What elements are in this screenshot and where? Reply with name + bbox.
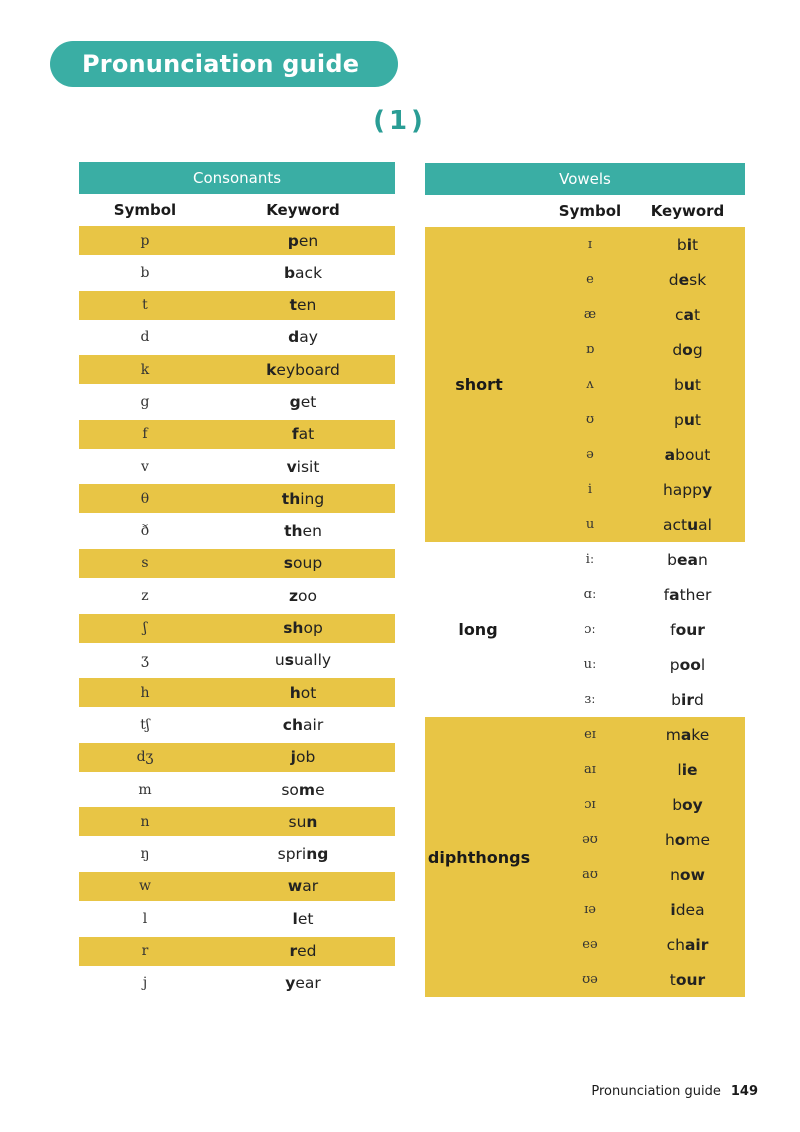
section-number: (1) [373,106,427,136]
symbol: ɜː [584,692,596,707]
keyword-highlight: ch [282,715,304,734]
keyword-post: l [700,655,706,674]
table-row [79,807,395,836]
keyword [211,554,395,572]
symbol: ŋ [140,846,150,863]
vowels-table [425,163,745,997]
keyword-post: bout [675,445,711,464]
keyword [211,458,395,476]
table-row [79,710,395,739]
vowels-column-headers [425,195,745,227]
keyword-post: al [698,515,712,534]
consonants-table [79,162,395,1001]
symbol: aɪ [584,762,596,777]
keyword-post: n [698,550,708,569]
keyword-pre: su [288,812,307,831]
keyword-highlight: th [284,522,303,541]
table-row [79,775,395,804]
footer-label: Pronunciation guide [591,1084,721,1099]
symbol: tʃ [140,716,150,733]
keyword-highlight: n [306,812,318,831]
symbol: w [139,878,151,895]
keyword [211,490,395,508]
keyword-post: ed [297,942,317,961]
symbol: g [140,393,150,410]
keyword-highlight: a [664,445,676,464]
keyword [211,361,395,379]
table-row [79,904,395,933]
table-row [79,452,395,481]
keyword [211,425,395,443]
keyword-post: isit [296,457,320,476]
keyword-highlight: m [298,780,316,799]
table-row [79,969,395,998]
keyword-highlight: r [289,942,298,961]
keyword [630,971,745,989]
keyword [211,748,395,766]
keyword [211,651,395,669]
table-row [79,549,395,578]
keyword [211,232,395,250]
keyword-post: eyboard [276,360,340,379]
symbol: æ [583,307,597,322]
consonants-column-headers [79,194,395,226]
vowel-group-long [425,542,745,717]
symbol: v [141,458,149,475]
symbol: j [142,975,148,992]
keyword-highlight: a [683,305,694,324]
keyword-pre: ch [666,935,685,954]
keyword-highlight: h [289,683,301,702]
keyword-pre: l [677,760,682,779]
keyword-post: me [685,830,711,849]
keyword [630,411,745,429]
table-row [79,291,395,320]
keyword [630,516,745,534]
keyword-post: at [298,425,315,444]
keyword-highlight: f [291,425,299,444]
keyword-pre: b [671,690,682,709]
keyword-highlight: ea [677,550,698,569]
consonants-heading: Consonants [79,162,395,194]
keyword-post: oup [293,554,323,573]
page-footer [591,1084,758,1099]
keyword-post: ually [293,651,332,670]
symbol: f [142,426,148,443]
symbol: l [142,910,148,927]
keyword [630,341,745,359]
keyword-highlight: y [701,480,713,499]
symbol: ɪ [587,237,593,252]
symbol: n [140,813,150,830]
table-row [79,581,395,610]
keyword [630,236,745,254]
keyword-highlight: d [288,328,300,347]
keyword [630,481,745,499]
vowels-groups [425,227,745,997]
keyword-post: ob [296,748,316,767]
keyword-post: ther [679,585,712,604]
symbol: h [140,684,150,701]
keyword-post: et [300,392,317,411]
symbol: iː [585,552,595,567]
keyword-highlight: v [286,457,297,476]
vowels-keyword-header: Keyword [650,202,725,220]
keyword [630,831,745,849]
keyword-highlight: t [289,296,298,315]
keyword [211,781,395,799]
keyword [211,942,395,960]
table-row [79,614,395,643]
keyword [211,522,395,540]
keyword-highlight: sh [283,619,304,638]
keyword [211,619,395,637]
keyword [630,446,745,464]
keyword-highlight: u [687,515,699,534]
keyword [211,974,395,992]
symbol: eɪ [584,727,596,742]
keyword-highlight: y [285,974,296,993]
symbol: aʊ [582,867,598,882]
table-row [79,840,395,869]
keyword-pre: p [674,410,684,429]
keyword-post: ear [295,974,321,993]
keyword-post: d [693,690,704,709]
keyword-pre: b [674,375,684,394]
keyword-post: ke [691,725,710,744]
symbol: dʒ [136,749,154,766]
symbol: k [140,361,150,378]
keyword [211,877,395,895]
group-label: long [458,620,498,639]
keyword-post: ot [300,683,317,702]
symbol: b [140,264,150,281]
vowel-group-short [425,227,745,542]
keyword [630,901,745,919]
keyword-pre: h [664,830,675,849]
keyword-highlight: oo [679,655,701,674]
table-row [79,355,395,384]
table-row [79,323,395,352]
symbol: ð [140,523,150,540]
keyword [630,936,745,954]
keyword-post: t [693,305,701,324]
keyword-highlight: j [290,748,296,767]
keyword-highlight: ow [679,865,705,884]
keyword-highlight: o [674,830,686,849]
table-row [79,484,395,513]
keyword [630,656,745,674]
symbol: ʊə [582,972,598,987]
keyword-post: e [315,780,325,799]
keyword-post: en [298,231,319,250]
symbol: d [140,329,150,346]
keyword [630,726,745,744]
keyword-pre: t [669,970,676,989]
symbol: z [141,587,149,604]
symbol: p [140,232,150,249]
symbol: ɔɪ [584,797,596,812]
symbol: ə [586,447,594,462]
keyword-pre: b [667,550,678,569]
keyword-pre: u [274,651,285,670]
keyword [630,306,745,324]
keyword-highlight: air [684,935,709,954]
symbol: u [585,517,595,532]
symbol: uː [583,657,597,672]
keyword [211,587,395,605]
keyword [211,813,395,831]
keyword [630,271,745,289]
keyword [211,328,395,346]
keyword-highlight: s [283,554,294,573]
keyword-highlight: u [683,410,695,429]
keyword-highlight: b [283,263,296,282]
keyword-highlight: ir [681,690,694,709]
keyword-pre: so [281,780,299,799]
keyword-pre: b [676,235,687,254]
keyword [211,296,395,314]
keyword-highlight: ng [306,845,329,864]
keyword-pre: spri [277,845,307,864]
symbol: ʃ [143,620,147,637]
keyword-highlight: u [683,375,695,394]
keyword-pre: d [668,270,679,289]
keyword-highlight: p [287,231,299,250]
keyword-highlight: i [686,235,693,254]
keyword-highlight: s [284,651,294,670]
symbol: ɑː [583,587,597,602]
keyword-pre: happ [662,480,702,499]
keyword-pre: act [663,515,688,534]
keyword-pre: c [674,305,684,324]
keyword [211,716,395,734]
keyword-post: g [692,340,703,359]
vowels-heading: Vowels [425,163,745,195]
keyword-post: t [694,375,701,394]
keyword-highlight: k [266,360,277,379]
vowel-group-diphthongs [425,717,745,997]
keyword-pre: n [670,865,680,884]
keyword-post: et [297,909,314,928]
keyword-post: sk [689,270,707,289]
keyword-highlight: a [669,585,680,604]
keyword [211,910,395,928]
keyword-post: ar [302,877,319,896]
symbol: ɔː [584,622,596,637]
table-row [79,420,395,449]
keyword-highlight: our [675,620,705,639]
keyword-highlight: o [682,340,693,359]
keyword-highlight: oy [682,795,703,814]
group-label: diphthongs [427,847,531,867]
keyword [630,761,745,779]
table-row [79,872,395,901]
table-row [79,387,395,416]
keyword-highlight: our [675,970,706,989]
vowels-symbol-header: Symbol [558,202,622,220]
keyword-pre: b [672,795,683,814]
symbol: eə [582,937,598,952]
keyword-highlight: w [287,877,303,896]
keyword [630,586,745,604]
keyword-highlight: th [281,489,301,508]
keyword-post: dea [675,900,705,919]
symbol: t [142,297,148,314]
keyword-post: op [303,619,323,638]
keyword-post: oo [298,586,317,605]
symbol: ʒ [141,652,149,669]
keyword [211,684,395,702]
keyword-post: en [302,522,322,541]
keyword-highlight: i [670,900,676,919]
table-row [79,258,395,287]
keyword [630,691,745,709]
symbol: i [587,482,593,497]
symbol: θ [140,490,150,507]
keyword-highlight: z [289,586,299,605]
keyword [211,845,395,863]
symbol: s [141,555,149,572]
keyword [630,551,745,569]
page-title: Pronunciation guide [50,41,398,87]
symbol: ʊ [585,412,595,427]
table-row [79,937,395,966]
keyword-highlight: l [292,909,298,928]
symbol: ʌ [586,377,594,392]
table-row [79,517,395,546]
keyword-post: en [297,296,317,315]
consonants-symbol-header: Symbol [113,201,177,219]
table-row [79,646,395,675]
keyword-highlight: a [680,725,692,744]
symbol: əʊ [582,832,598,847]
keyword-post: ing [300,489,325,508]
table-row [79,743,395,772]
keyword [211,264,395,282]
symbol: m [138,781,152,798]
keyword-pre: d [672,340,683,359]
symbol: e [586,272,594,287]
keyword-highlight: e [678,270,690,289]
keyword-highlight: ie [681,760,698,779]
keyword-pre: f [663,585,670,604]
keyword [630,866,745,884]
page-number: 149 [730,1084,758,1099]
keyword-post: t [694,410,701,429]
table-row [79,678,395,707]
keyword [211,393,395,411]
symbol: ɒ [585,342,595,357]
table-row [79,226,395,255]
keyword [630,376,745,394]
consonants-keyword-header: Keyword [266,201,340,219]
consonants-rows [79,226,395,998]
keyword-post: ay [299,328,318,347]
keyword [630,796,745,814]
keyword-pre: p [669,655,680,674]
keyword-post: t [692,235,699,254]
keyword-pre: m [665,725,681,744]
keyword-pre: f [670,620,676,639]
group-label: short [455,375,503,394]
keyword-post: ack [295,263,323,282]
keyword-post: air [303,715,324,734]
symbol: r [141,943,149,960]
symbol: ɪə [584,902,596,917]
keyword-highlight: g [289,392,301,411]
keyword [630,621,745,639]
